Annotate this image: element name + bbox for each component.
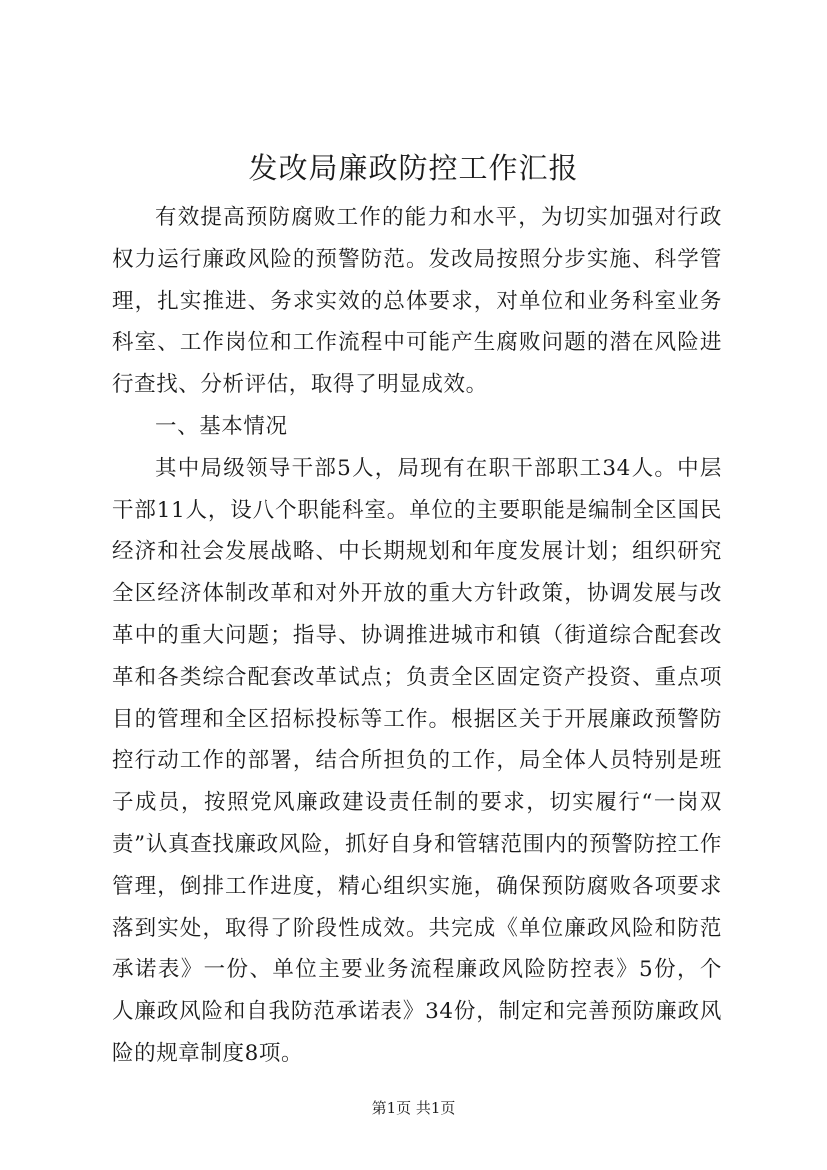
document-body — [112, 197, 722, 1075]
page-footer: 第1页 共1页 — [371, 1099, 456, 1117]
document-title: 发改局廉政防控工作汇报 — [248, 151, 579, 185]
basic-info-paragraph: 其中局级领导干部5人，局现有在职干部职工34人。中层干部11人，设八个职能科室。单位的主要职能是编制全区国民经济和社会发展战略、中长期规划和年度发展计划；组织研究全区经济体制改革和对外开放的重大方针政策，协调发展与改革中的重大问题；指导、协调推进城市和镇（街道综合配套改革和各类综合配套改革试点；负责全区固定资产投资、重点项目的管理和全区招标投标等工作。根据区关于开展廉政预警防控行动工作的部署，结合所担负的工作，局全体人员特别是班子成员，按照党风廉政建设责任制的要求，切实履行“一岗双责”认真查找廉政风险，抓好自身和管辖范围内的预警防控工作管理，倒排工作进度，精心组织实施，确保预防腐败各项要求落到实处，取得了阶段性成效。共完成《单位廉政风险和防范承诺表》一份、单位主要业务流程廉政风险防控表》5份，个人廉政风险和自我防范承诺表》34份，制定和完善预防廉政风险的规章制度8项。 — [112, 455, 722, 1066]
intro-paragraph: 有效提高预防腐败工作的能力和水平，为切实加强对行政权力运行廉政风险的预警防范。发改局按照分步实施、科学管理，扎实推进、务求实效的总体要求，对单位和业务科室业务科室、工作岗位和工作流程中可能产生腐败问题的潜在风险进行查找、分析评估，取得了明显成效。 — [112, 205, 722, 398]
section-heading-basic-info: 一、基本情况 — [155, 413, 288, 439]
